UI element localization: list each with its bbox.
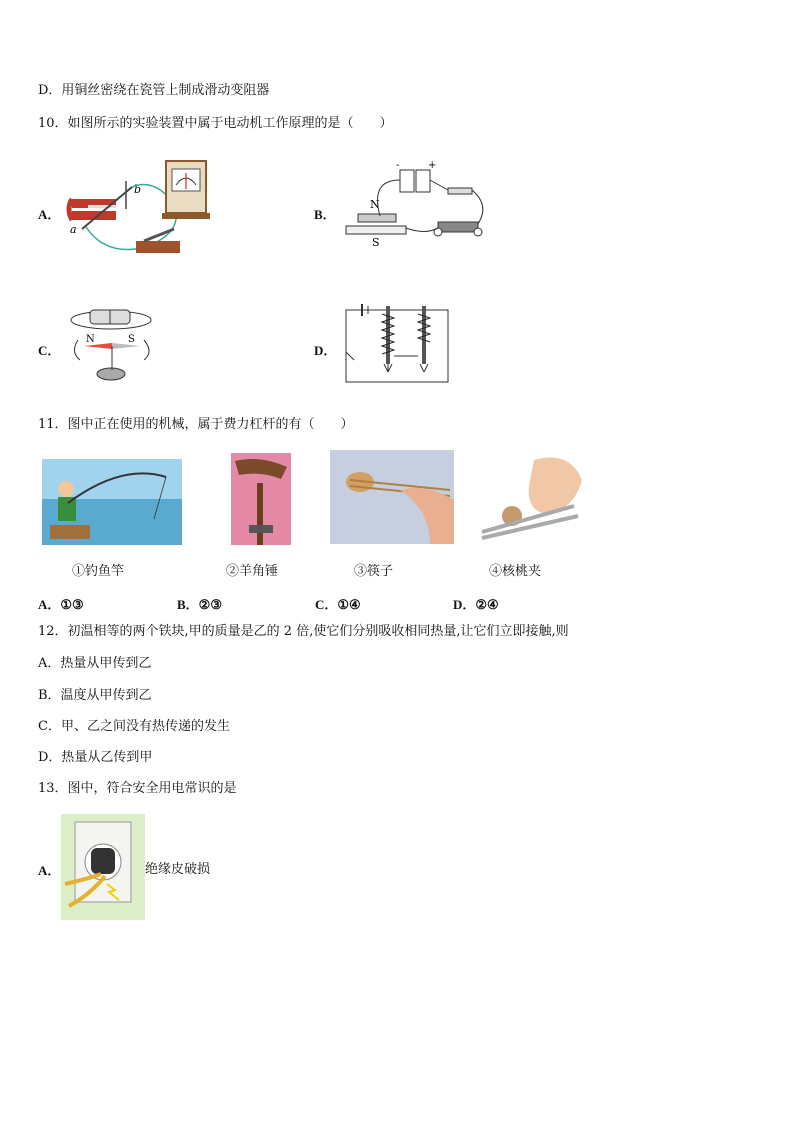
switch bbox=[346, 352, 354, 360]
battery bbox=[396, 160, 436, 192]
electromagnet-left bbox=[382, 306, 394, 364]
electromagnet-right bbox=[418, 306, 430, 364]
q11-caption-4: ④核桃夹 bbox=[489, 564, 542, 579]
magnet bbox=[346, 198, 406, 248]
mark-a: a bbox=[70, 223, 77, 236]
galvanometer bbox=[162, 161, 210, 219]
q9-option-d: D．用铜丝密绕在瓷管上制成滑动变阻器 bbox=[38, 83, 270, 98]
switch bbox=[448, 188, 472, 194]
q11-image-fishing-rod bbox=[42, 459, 182, 545]
q11-answer-b: B．②③ bbox=[177, 597, 222, 613]
q11-image-claw-hammer bbox=[231, 453, 291, 545]
q10-figure-c bbox=[66, 302, 158, 386]
q12-option-a: A．热量从甲传到乙 bbox=[38, 656, 152, 671]
q10-option-c-label: C． bbox=[38, 343, 61, 358]
svg-text:-: - bbox=[396, 160, 400, 171]
q13-option-a-label: A． bbox=[38, 863, 61, 878]
q13-stem: 13．图中，符合安全用电常识的是 bbox=[38, 781, 237, 796]
plug bbox=[91, 848, 115, 874]
q11-caption-3: ③筷子 bbox=[354, 564, 394, 579]
q10-figure-a bbox=[66, 157, 222, 261]
q10-figure-b bbox=[340, 160, 492, 248]
q12-option-d: D．热量从乙传到甲 bbox=[38, 750, 153, 765]
q12-option-b: B．温度从甲传到乙 bbox=[38, 688, 152, 703]
q10-figure-d bbox=[344, 300, 452, 386]
pole-s: S bbox=[128, 334, 135, 345]
q11-answer-a: A．①③ bbox=[38, 597, 84, 613]
q10-stem: 10．如图所示的实验装置中属于电动机工作原理的是（ ） bbox=[38, 116, 393, 131]
pole-n: N bbox=[370, 198, 380, 211]
q12-option-c: C．甲、乙之间没有热传递的发生 bbox=[38, 719, 230, 734]
pole-s: S bbox=[372, 236, 380, 248]
mark-b: b bbox=[134, 183, 142, 196]
q10-option-d-label: D． bbox=[314, 343, 337, 358]
q11-caption-2: ②羊角锤 bbox=[226, 564, 279, 579]
pole-n: N bbox=[86, 334, 95, 345]
q11-answer-d: D．②④ bbox=[453, 597, 499, 613]
q11-caption-1: ①钓鱼竿 bbox=[72, 564, 125, 579]
q13-image-damaged-plug bbox=[61, 814, 145, 920]
switch bbox=[136, 229, 180, 253]
q11-image-nutcracker bbox=[474, 450, 584, 542]
hammer-handle bbox=[257, 483, 263, 545]
q11-answer-c: C．①④ bbox=[315, 597, 361, 613]
q11-stem: 11．图中正在使用的机械，属于费力杠杆的有（ ） bbox=[38, 417, 354, 432]
q10-option-a-label: A． bbox=[38, 207, 61, 222]
q13-option-a-text: 绝缘皮破损 bbox=[145, 862, 211, 877]
svg-text:+: + bbox=[428, 160, 437, 171]
q10-option-b-label: B． bbox=[314, 207, 336, 222]
q12-stem: 12．初温相等的两个铁块,甲的质量是乙的 2 倍,使它们分别吸收相同热量,让它们立即接触,则 bbox=[38, 624, 569, 639]
q11-image-chopsticks bbox=[330, 450, 454, 544]
hand bbox=[529, 458, 582, 515]
rheostat bbox=[434, 222, 482, 236]
